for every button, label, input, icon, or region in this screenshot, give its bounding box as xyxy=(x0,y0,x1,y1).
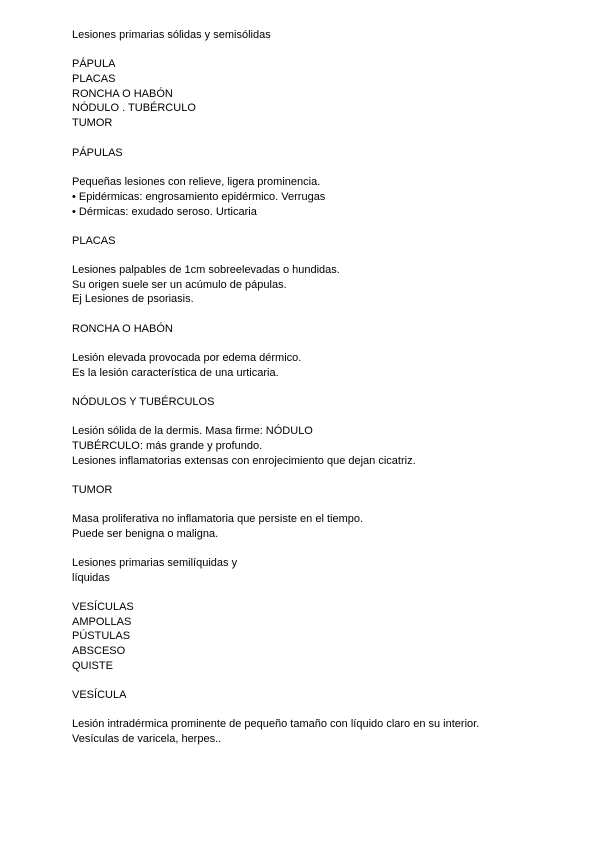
heading-placas: PLACAS xyxy=(72,235,116,247)
list-item: VESÍCULAS xyxy=(72,601,134,613)
heading-tumor: TUMOR xyxy=(72,484,113,496)
paragraph-line: Puede ser benigna o maligna. xyxy=(72,528,219,540)
list-item: ABSCESO xyxy=(72,645,126,657)
section-title: líquidas xyxy=(72,572,110,584)
list-item: AMPOLLAS xyxy=(72,616,132,628)
heading-vesicula: VESÍCULA xyxy=(72,689,127,701)
heading-papulas: PÁPULAS xyxy=(72,147,123,159)
list-item: PÁPULA xyxy=(72,58,116,70)
paragraph-line: TUBÉRCULO: más grande y profundo. xyxy=(72,440,263,452)
bullet-line: • Epidérmicas: engrosamiento epidérmico. Verrugas xyxy=(72,191,326,203)
paragraph-line: Pequeñas lesiones con relieve, ligera prominencia. xyxy=(72,176,321,188)
paragraph-line: Lesión sólida de la dermis. Masa firme: NÓDULO xyxy=(72,425,313,437)
section-title: Lesiones primarias sólidas y semisólidas xyxy=(72,29,271,41)
paragraph-line: Masa proliferativa no inflamatoria que persiste en el tiempo. xyxy=(72,513,364,525)
paragraph-line: Lesión elevada provocada por edema dérmico. xyxy=(72,352,302,364)
paragraph-line: Lesión intradérmica prominente de pequeño tamaño con líquido claro en su interior. xyxy=(72,718,480,730)
heading-roncha: RONCHA O HABÓN xyxy=(72,323,173,335)
list-item: PLACAS xyxy=(72,73,116,85)
paragraph-line: Su origen suele ser un acúmulo de pápulas. xyxy=(72,279,287,291)
paragraph-line: Es la lesión característica de una urticaria. xyxy=(72,367,279,379)
paragraph-line: Ej Lesiones de psoriasis. xyxy=(72,293,194,305)
heading-nodulos: NÓDULOS Y TUBÉRCULOS xyxy=(72,396,215,408)
paragraph-line: Lesiones palpables de 1cm sobreelevadas o hundidas. xyxy=(72,264,340,276)
section-title: Lesiones primarias semilíquidas y xyxy=(72,557,238,569)
list-item: RONCHA O HABÓN xyxy=(72,88,173,100)
list-item: NÓDULO . TUBÉRCULO xyxy=(72,102,196,114)
paragraph-line: Vesículas de varicela, herpes.. xyxy=(72,733,222,745)
list-item: TUMOR xyxy=(72,117,113,129)
list-item: QUISTE xyxy=(72,660,113,672)
list-item: PÚSTULAS xyxy=(72,630,131,642)
bullet-line: • Dérmicas: exudado seroso. Urticaria xyxy=(72,206,257,218)
paragraph-line: Lesiones inflamatorias extensas con enrojecimiento que dejan cicatriz. xyxy=(72,455,416,467)
